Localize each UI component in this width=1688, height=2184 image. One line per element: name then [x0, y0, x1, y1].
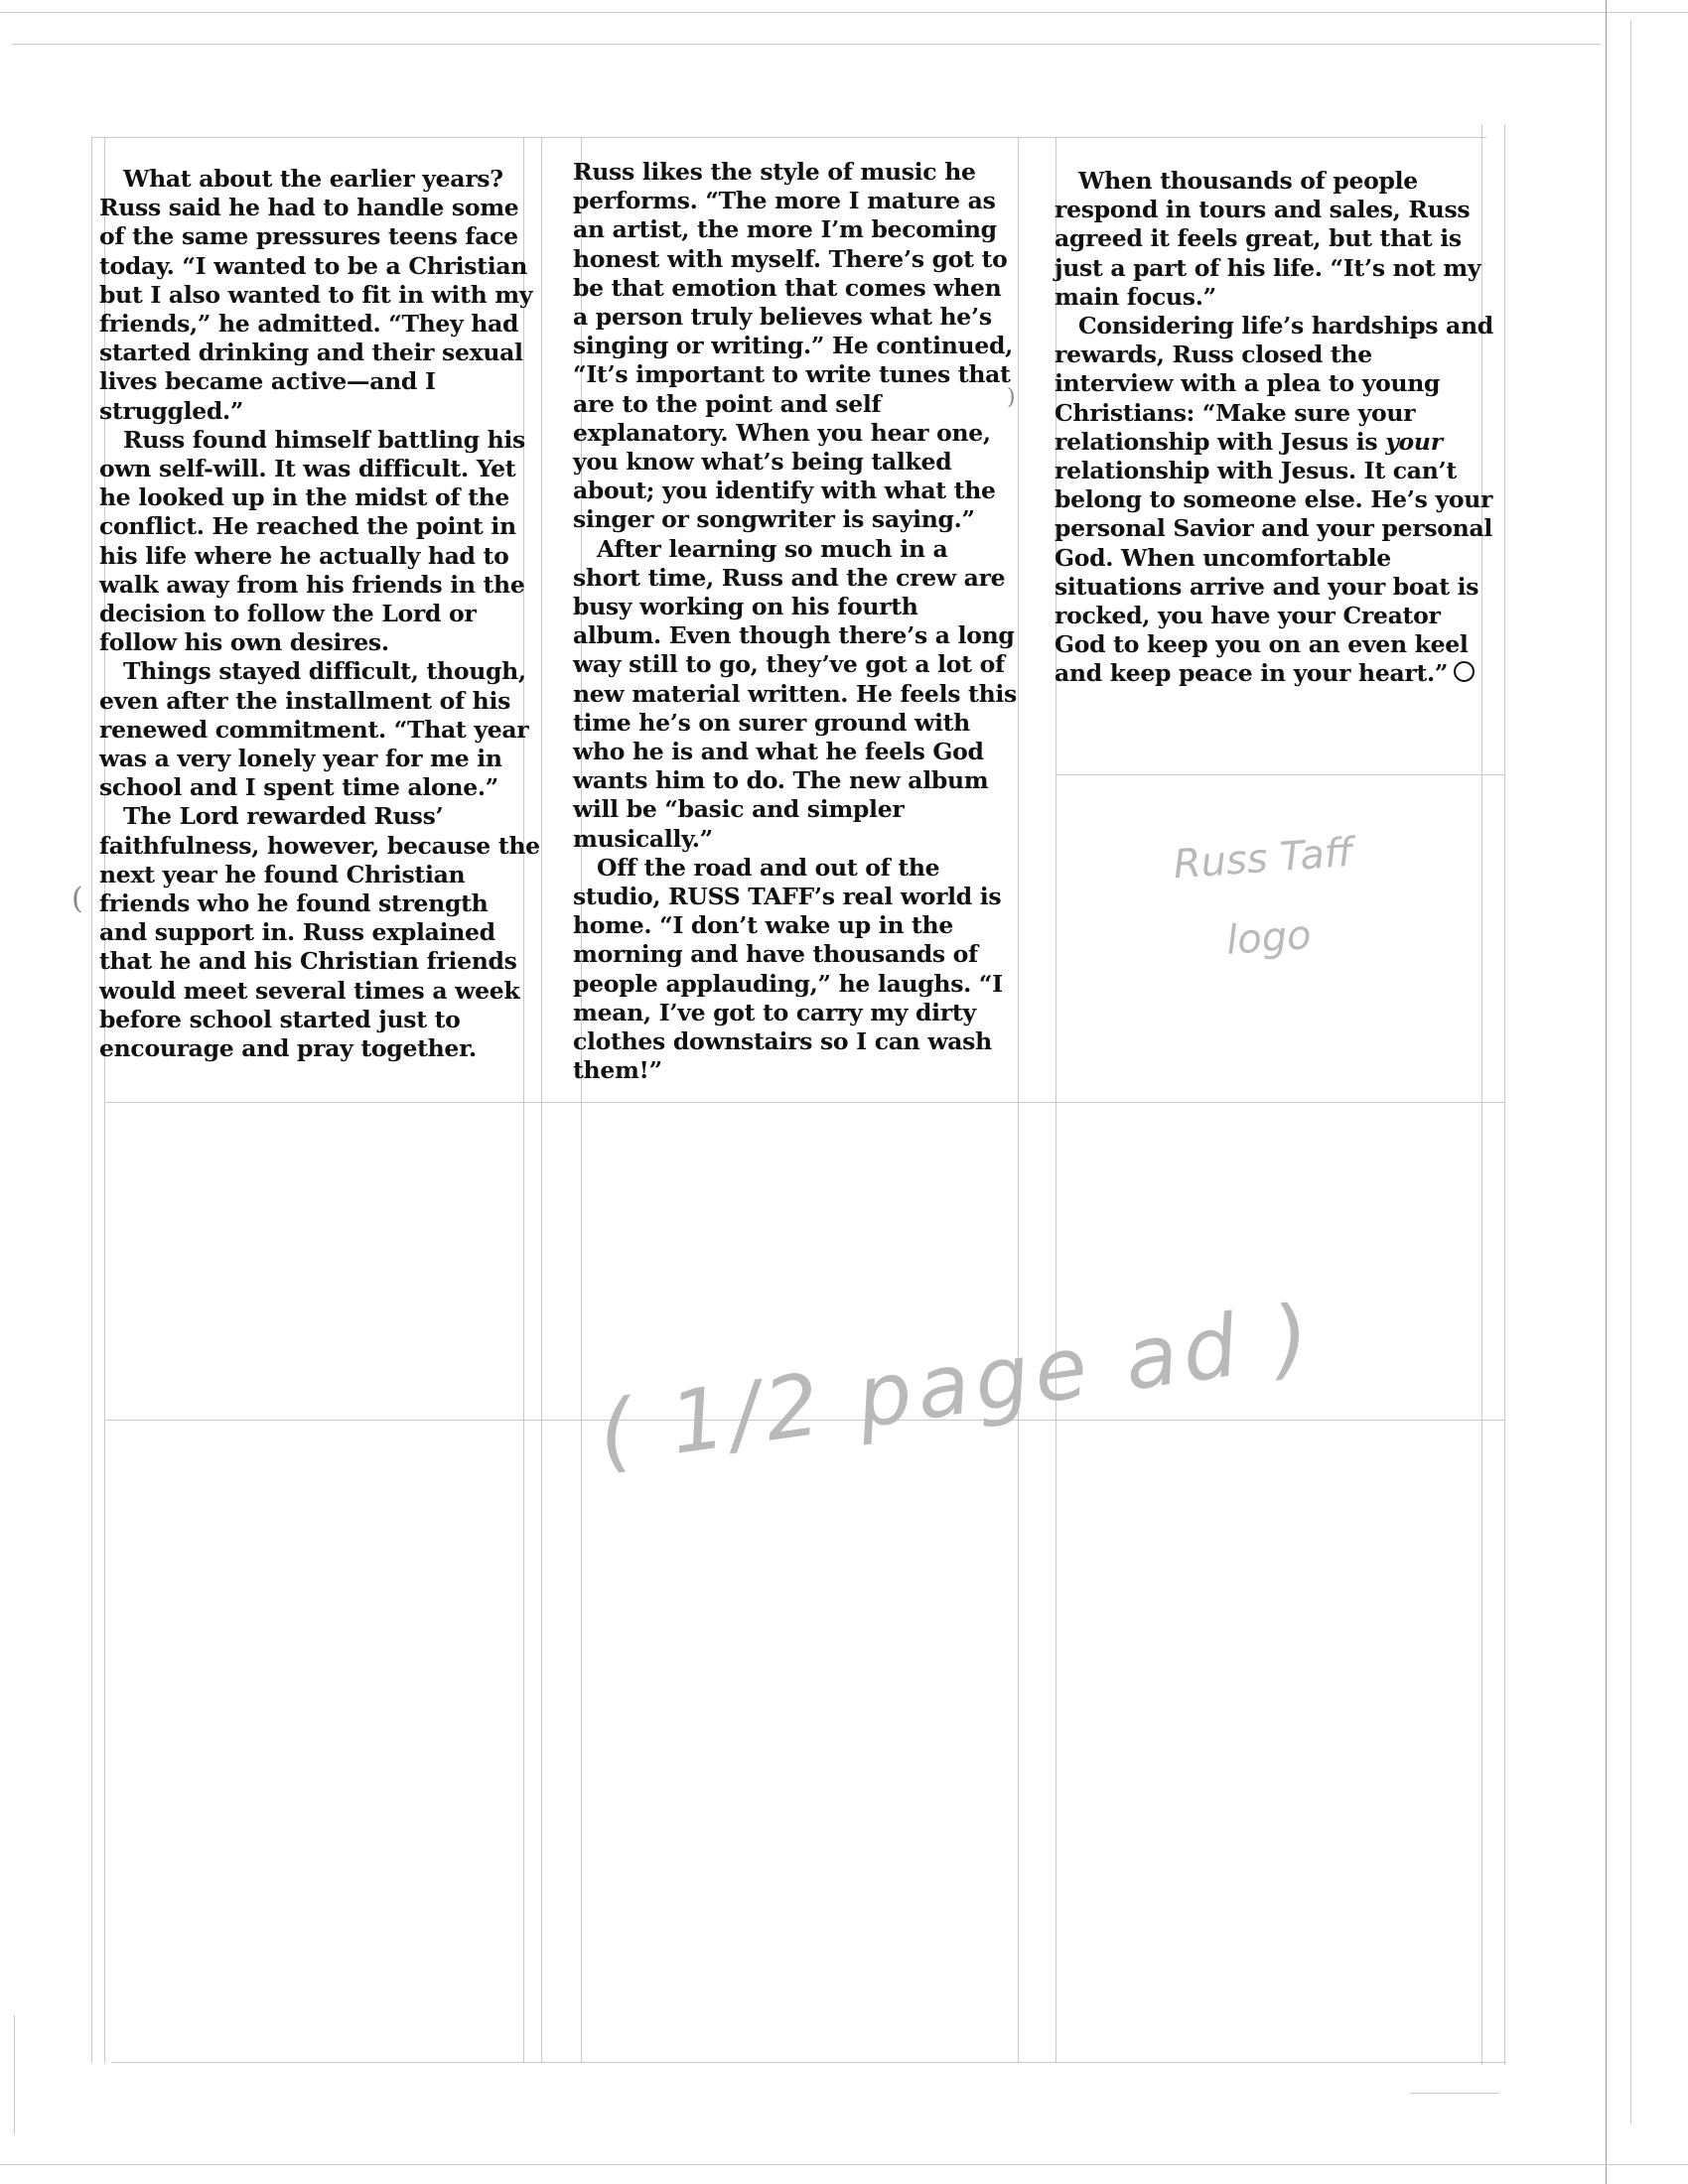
- text-line: personal Savior and your personal: [1055, 514, 1493, 543]
- text-line: What about the earlier years?: [123, 165, 503, 193]
- text-line: Off the road and out of the: [597, 853, 940, 882]
- text-line: [1055, 659, 1493, 688]
- text-line: Russ likes the style of music he: [573, 158, 976, 186]
- text-line: “It’s important to write tunes that: [573, 360, 1011, 389]
- text-line: school and I spent time alone.”: [99, 773, 498, 802]
- text-line: way still to go, they’ve got a lot of: [573, 650, 1005, 679]
- text-line: new material written. He feels this: [573, 679, 1017, 708]
- top-rule-2: [12, 44, 1601, 45]
- text-line: before school started just to: [99, 1005, 461, 1033]
- text-line: relationship with Jesus. It can’t: [1055, 457, 1457, 485]
- right-edge-rule-2: [1630, 20, 1631, 2124]
- text-line: relationship with Jesus is your: [1055, 427, 1443, 456]
- end-text: and keep peace in your heart.”: [1055, 659, 1449, 688]
- row-divider-1: [104, 1102, 1504, 1103]
- text-line: started drinking and their sexual: [99, 339, 523, 367]
- frame-gutter-2a: [1018, 137, 1019, 2063]
- frame-top: [91, 137, 1486, 138]
- text-line: next year he found Christian: [99, 860, 466, 888]
- text-line: wants him to do. The new album: [573, 766, 989, 795]
- margin-paren-mark: (: [71, 882, 83, 916]
- text-line: he looked up in the midst of the: [99, 483, 510, 512]
- text-line: The Lord rewarded Russ’: [123, 802, 444, 831]
- article-column-3: [1055, 167, 1493, 689]
- text-line: was a very lonely year for me in: [99, 745, 502, 773]
- text-line: decision to follow the Lord or: [99, 600, 477, 628]
- frame-right-inner: [1504, 124, 1505, 2065]
- text-line: lives became active—and I: [99, 367, 436, 396]
- article-column-2: [573, 158, 1017, 1086]
- text-line: Russ said he had to handle some: [99, 194, 519, 222]
- text-line: Russ found himself battling his: [123, 425, 525, 454]
- text-line: his life where he actually had to: [99, 541, 509, 570]
- row-divider-3: [1055, 774, 1504, 775]
- text-line: that he and his Christian friends: [99, 947, 517, 976]
- text-line: explanatory. When you hear one,: [573, 418, 991, 447]
- text-line: When thousands of people: [1078, 167, 1418, 195]
- text-line: album. Even though there’s a long: [573, 621, 1015, 650]
- text-line: singer or songwriter is saying.”: [573, 505, 975, 534]
- frame-bottom: [111, 2062, 1506, 2063]
- text-line: performs. “The more I mature as: [573, 187, 996, 215]
- text-line: mean, I’ve got to carry my dirty: [573, 998, 976, 1026]
- emphasis-your: your: [1385, 427, 1443, 456]
- text-line: morning and have thousands of: [573, 940, 978, 969]
- text-line: clothes downstairs so I can wash: [573, 1027, 992, 1056]
- article-column-1: [99, 165, 540, 1063]
- text-line: friends,” he admitted. “They had: [99, 310, 519, 339]
- text-line: own self-will. It was difficult. Yet: [99, 455, 516, 483]
- text-line: conflict. He reached the point in: [99, 512, 516, 541]
- text-line: respond in tours and sales, Russ: [1055, 196, 1471, 224]
- text-line: walk away from his friends in the: [99, 570, 525, 599]
- text-line: encourage and pray together.: [99, 1034, 477, 1063]
- text-line: busy working on his fourth: [573, 593, 918, 621]
- margin-paren-mark-right: ): [1007, 385, 1016, 410]
- left-edge-rule: [14, 2015, 15, 2134]
- text-line: main focus.”: [1055, 282, 1216, 311]
- text-line: but I also wanted to fit in with my: [99, 280, 533, 309]
- text-line: are to the point and self: [573, 389, 882, 418]
- text-line: situations arrive and your boat is: [1055, 572, 1479, 601]
- text-line: home. “I don’t wake up in the: [573, 911, 953, 940]
- text-line: singing or writing.” He continued,: [573, 332, 1013, 360]
- text-line: just a part of his life. “It’s not my: [1055, 253, 1481, 282]
- bottom-rule: [0, 2164, 1688, 2165]
- text-line: musically.”: [573, 824, 713, 853]
- text-line: rewards, Russ closed the: [1055, 341, 1372, 369]
- top-rule: [0, 12, 1688, 13]
- text-line: rocked, you have your Creator: [1055, 602, 1441, 630]
- text-line: an artist, the more I’m becoming: [573, 215, 997, 244]
- text-line: be that emotion that comes when: [573, 273, 1002, 302]
- text-line: you know what’s being talked: [573, 448, 952, 477]
- bottom-stub: [1410, 2093, 1499, 2094]
- text-line: people applauding,” he laughs. “I: [573, 969, 1003, 998]
- end-mark-circle-icon: [1454, 661, 1475, 682]
- text-line: faithfulness, however, because the: [99, 831, 540, 860]
- text-line: of the same pressures teens face: [99, 222, 518, 251]
- text-line: After learning so much in a: [597, 534, 948, 563]
- text-line: them!”: [573, 1056, 662, 1085]
- text-line: time he’s on surer ground with: [573, 708, 970, 737]
- text-line: follow his own desires.: [99, 628, 389, 657]
- text-line: interview with a plea to young: [1055, 369, 1441, 398]
- text-line: friends who he found strength: [99, 889, 489, 918]
- text-line: and support in. Russ explained: [99, 918, 495, 947]
- ad-placeholder-note: ( 1/2 page ad ): [592, 1285, 1322, 1485]
- logo-placeholder-note: Russ Taff logo: [1172, 829, 1355, 964]
- text-line: short time, Russ and the crew are: [573, 563, 1006, 592]
- text-line: about; you identify with what the: [573, 477, 996, 505]
- text-line: struggled.”: [99, 396, 244, 425]
- text-line: agreed it feels great, but that is: [1055, 224, 1462, 253]
- text-line: Things stayed difficult, though,: [123, 657, 526, 686]
- text-line: God. When uncomfortable: [1055, 543, 1391, 572]
- text-line: God to keep you on an even keel: [1055, 630, 1469, 659]
- text-line: today. “I wanted to be a Christian: [99, 251, 528, 280]
- text-line: Considering life’s hardships and: [1078, 312, 1493, 341]
- text-line: would meet several times a week: [99, 976, 520, 1005]
- text-line: even after the installment of his: [99, 686, 511, 715]
- frame-left: [91, 137, 92, 2063]
- text-line: studio, RUSS TAFF’s real world is: [573, 883, 1002, 911]
- right-edge-rule: [1606, 0, 1607, 2184]
- text-line: renewed commitment. “That year: [99, 715, 529, 744]
- text-line: who he is and what he feels God: [573, 738, 984, 766]
- text-line: will be “basic and simpler: [573, 795, 905, 824]
- frame-gutter-1b: [541, 137, 542, 2063]
- text-line: belong to someone else. He’s your: [1055, 485, 1493, 514]
- text-line: honest with myself. There’s got to: [573, 244, 1008, 273]
- text-line: a person truly believes what he’s: [573, 303, 992, 332]
- text-line: Christians: “Make sure your: [1055, 398, 1416, 427]
